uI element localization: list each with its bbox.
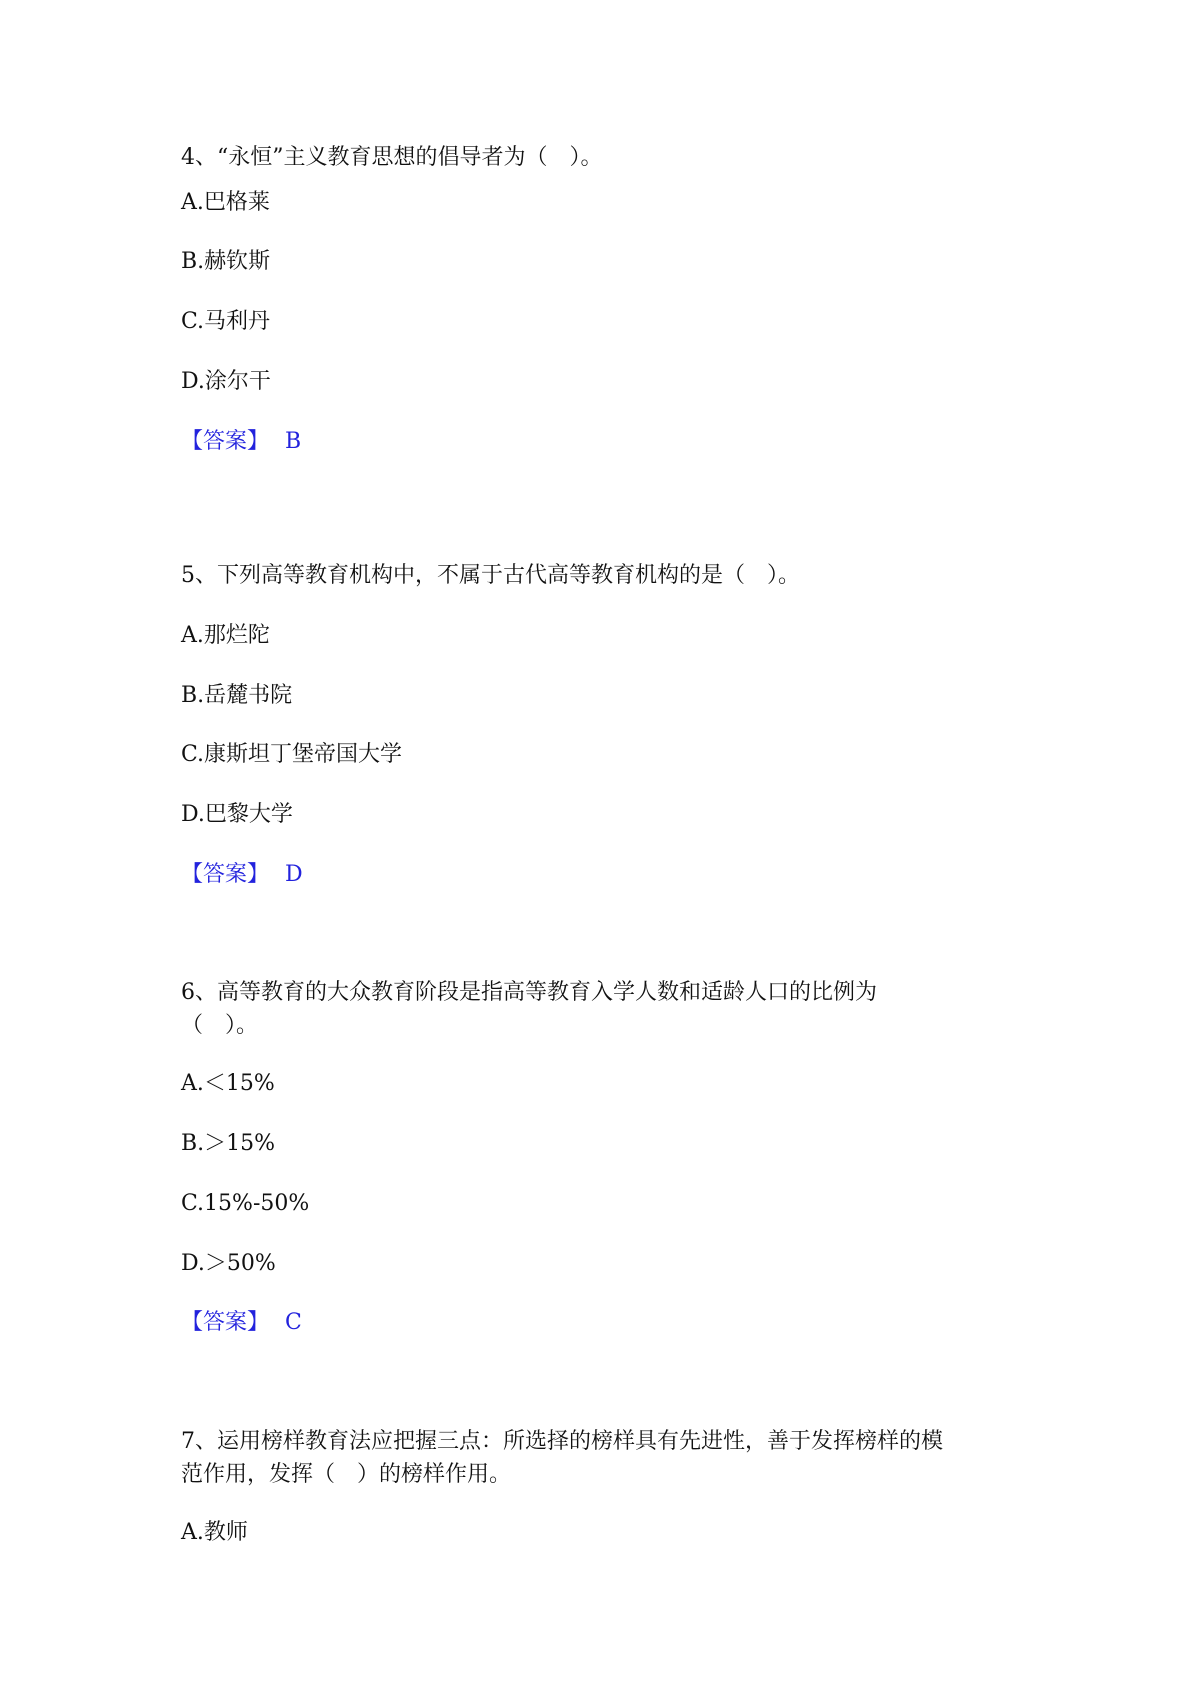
answer-value: C: [285, 1310, 302, 1335]
answer-value: D: [285, 862, 303, 887]
question-5-option-b: B.岳麓书院: [181, 683, 293, 708]
question-6-stem-line-1: 6、高等教育的大众教育阶段是指高等教育入学人数和适龄人口的比例为: [181, 980, 877, 1005]
question-6-option-d: D.＞50%: [181, 1251, 276, 1276]
question-4-stem: 4、“永恒”主义教育思想的倡导者为（ ）。: [181, 145, 603, 170]
question-4-option-c: C.马利丹: [181, 309, 271, 334]
question-7-stem-line-1: 7、运用榜样教育法应把握三点：所选择的榜样具有先进性，善于发挥榜样的模: [181, 1429, 943, 1454]
question-6-option-a: A.＜15%: [181, 1071, 275, 1096]
question-6-stem-line-2: （ ）。: [181, 1013, 259, 1038]
answer-value: B: [285, 429, 302, 454]
question-6-option-b: B.＞15%: [181, 1131, 276, 1156]
question-5-option-c: C.康斯坦丁堡帝国大学: [181, 742, 403, 767]
answer-label: 【答案】: [181, 1310, 270, 1335]
question-5-stem: 5、下列高等教育机构中，不属于古代高等教育机构的是（ ）。: [181, 563, 800, 588]
question-5-option-d: D.巴黎大学: [181, 802, 293, 827]
question-5-option-a: A.那烂陀: [181, 623, 270, 648]
question-4-answer: [181, 427, 301, 457]
question-4-option-a: A.巴格莱: [181, 190, 270, 215]
question-6-answer: [181, 1308, 302, 1338]
answer-label: 【答案】: [181, 862, 270, 887]
question-6-option-c: C.15%-50%: [181, 1191, 310, 1216]
question-7-option-a: A.教师: [181, 1520, 248, 1545]
question-7-stem-line-2: 范作用，发挥（ ）的榜样作用。: [181, 1462, 512, 1487]
question-4-option-b: B.赫钦斯: [181, 249, 271, 274]
question-5-answer: [181, 860, 303, 890]
question-4-option-d: D.涂尔干: [181, 369, 271, 394]
answer-label: 【答案】: [181, 429, 270, 454]
